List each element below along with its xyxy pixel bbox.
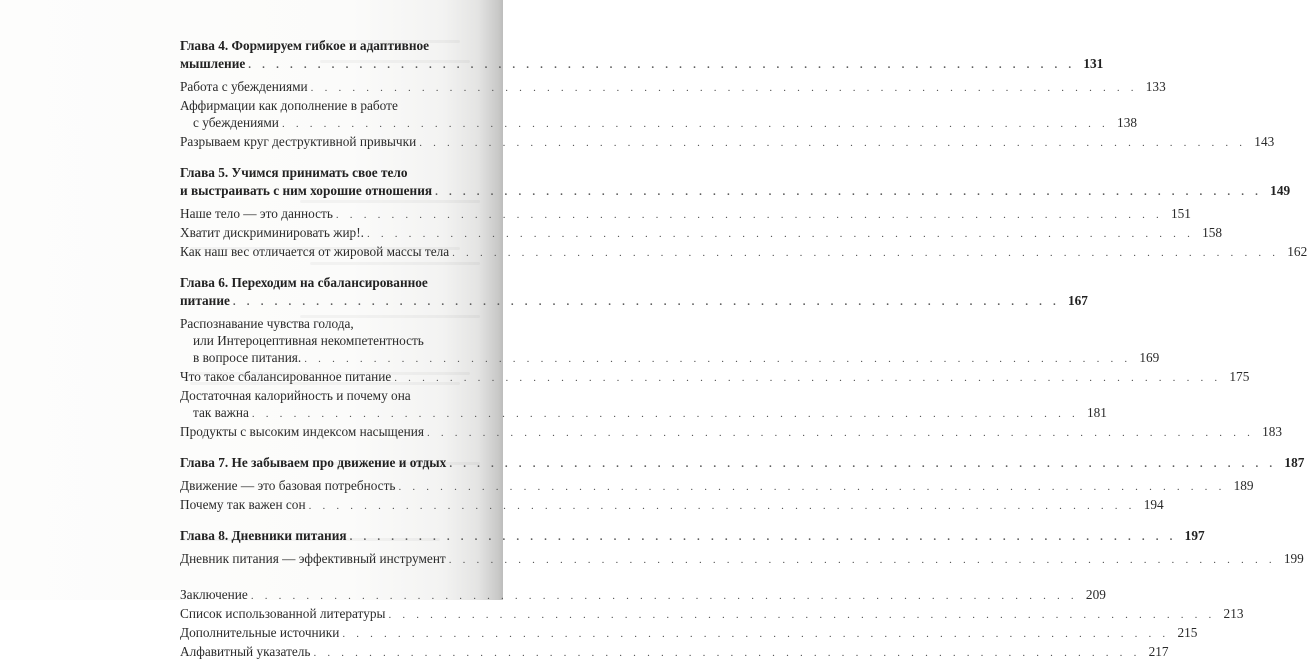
- toc-entry-label: Разрываем круг деструктивной привычки: [180, 134, 417, 149]
- dot-leader: [311, 80, 1138, 97]
- toc-entry[interactable]: [180, 387, 1107, 423]
- toc-entry-label: так важна: [193, 405, 249, 420]
- toc-entry[interactable]: [180, 78, 1166, 97]
- dot-leader: [394, 370, 1221, 387]
- dot-leader: [304, 351, 1131, 368]
- page-number: 189: [1233, 478, 1254, 493]
- toc-entry[interactable]: [180, 315, 1160, 368]
- dot-leader: [342, 626, 1169, 643]
- toc-entry[interactable]: [180, 423, 1283, 442]
- dot-leader: [449, 455, 1276, 473]
- page-number: 199: [1283, 551, 1304, 566]
- toc-entry-label: Что такое сбалансированное питание: [180, 369, 392, 384]
- toc-entry-label: Продукты с высоким индексом насыщения: [180, 424, 424, 439]
- chapter-5-heading[interactable]: [180, 164, 1291, 201]
- toc-entry[interactable]: [180, 550, 1304, 569]
- toc-entry-label: Хватит дискриминировать жир!.: [180, 225, 364, 240]
- dot-leader: [252, 406, 1079, 423]
- page-number: 143: [1254, 134, 1275, 149]
- toc-entry-label: Наше тело — это данность: [180, 206, 333, 221]
- chapter-7-heading[interactable]: [180, 454, 1305, 473]
- toc-entry-label: Работа с убеждениями: [180, 79, 308, 94]
- toc-entry[interactable]: [180, 496, 1164, 515]
- chapter-5-section: [180, 164, 1307, 262]
- chapter-title-line: Глава 6. Переходим на сбалансированное: [180, 275, 428, 290]
- chapter-4-heading[interactable]: [180, 37, 1104, 74]
- chapter-title-line: Глава 5. Учимся принимать свое тело: [180, 165, 408, 180]
- dot-leader: [388, 607, 1215, 624]
- toc-entry[interactable]: [180, 243, 1307, 262]
- chapter-8-section: [180, 527, 1304, 569]
- chapter-6-section: [180, 274, 1283, 442]
- dot-leader: [233, 293, 1060, 311]
- toc-entry-label: Движение — это базовая потребность: [180, 478, 396, 493]
- page-number: 187: [1284, 455, 1305, 470]
- chapter-title-line: питание: [180, 293, 230, 308]
- page-number: 183: [1262, 424, 1283, 439]
- toc-entry-additional-sources[interactable]: [180, 624, 1198, 643]
- toc-entry[interactable]: [180, 224, 1223, 243]
- toc-entry-label: Достаточная калорийность и почему она: [180, 388, 411, 403]
- dot-leader: [398, 479, 1225, 496]
- chapter-title-line: Глава 8. Дневники питания: [180, 528, 347, 543]
- page-number: 131: [1083, 56, 1104, 71]
- page-number: 209: [1085, 587, 1106, 602]
- page-number: 194: [1143, 497, 1164, 512]
- toc-entry[interactable]: [180, 97, 1137, 133]
- page-number: 138: [1117, 115, 1137, 130]
- toc-entry[interactable]: [180, 368, 1250, 387]
- toc-entry-label: Распознавание чувства голода,: [180, 316, 354, 331]
- toc-entry-conclusion[interactable]: [180, 586, 1106, 605]
- page-number: 133: [1145, 79, 1166, 94]
- page-number: 158: [1202, 225, 1223, 240]
- chapter-4-section: [180, 37, 1275, 152]
- dot-leader: [282, 116, 1109, 133]
- chapter-title-line: мышление: [180, 56, 246, 71]
- toc-entry-label: Почему так важен сон: [180, 497, 306, 512]
- dot-leader: [449, 552, 1276, 569]
- toc-entry[interactable]: [180, 477, 1254, 496]
- back-matter-section: [180, 586, 1244, 662]
- dot-leader: [427, 425, 1254, 442]
- toc-entry-label: в вопросе питания.: [193, 350, 302, 365]
- chapter-6-heading[interactable]: [180, 274, 1088, 311]
- dot-leader: [419, 135, 1246, 152]
- toc-entry[interactable]: [180, 133, 1275, 152]
- dot-leader: [435, 183, 1262, 201]
- page-number: 213: [1223, 606, 1244, 621]
- page-number: 215: [1177, 625, 1198, 640]
- dot-leader: [251, 588, 1078, 605]
- page-number: 217: [1148, 644, 1169, 659]
- dot-leader: [452, 245, 1279, 262]
- page-number: 169: [1139, 350, 1160, 365]
- chapter-title-line: и выстраивать с ним хорошие отношения: [180, 183, 433, 198]
- page-number: 151: [1171, 206, 1191, 221]
- toc-entry-label: Как наш вес отличается от жировой массы тела: [180, 244, 450, 259]
- chapter-7-section: [180, 454, 1305, 515]
- dot-leader: [313, 645, 1140, 662]
- page-number: 181: [1086, 405, 1107, 420]
- table-of-contents: [180, 37, 1307, 665]
- dot-leader: [309, 498, 1136, 515]
- toc-entry-label: Аффирмации как дополнение в работе: [180, 98, 398, 113]
- toc-entry-label: Заключение: [180, 587, 248, 602]
- toc-entry-index[interactable]: [180, 643, 1169, 662]
- dot-leader: [350, 528, 1177, 546]
- page-number: 167: [1068, 293, 1088, 308]
- chapter-8-heading[interactable]: [180, 527, 1205, 546]
- toc-entry[interactable]: [180, 205, 1191, 224]
- page-number: 149: [1270, 183, 1291, 198]
- chapter-title-line: Глава 7. Не забываем про движение и отдых: [180, 455, 447, 470]
- chapter-title-line: Глава 4. Формируем гибкое и адаптивное: [180, 38, 430, 53]
- dot-leader: [336, 207, 1163, 224]
- toc-entry-label: Дополнительные источники: [180, 625, 340, 640]
- toc-entry-label: с убеждениями: [193, 115, 279, 130]
- toc-entry-label: Алфавитный указатель: [180, 644, 311, 659]
- toc-entry-label: Список использованной литературы: [180, 606, 386, 621]
- page-number: 197: [1184, 528, 1205, 543]
- dot-leader: [248, 56, 1075, 74]
- page-number: 162: [1287, 244, 1307, 259]
- toc-entry-label: или Интероцептивная некомпетентность: [193, 333, 424, 348]
- page-number: 175: [1229, 369, 1250, 384]
- toc-entry-bibliography[interactable]: [180, 605, 1244, 624]
- toc-entry-label: Дневник питания — эффективный инструмент: [180, 551, 446, 566]
- dot-leader: [367, 226, 1194, 243]
